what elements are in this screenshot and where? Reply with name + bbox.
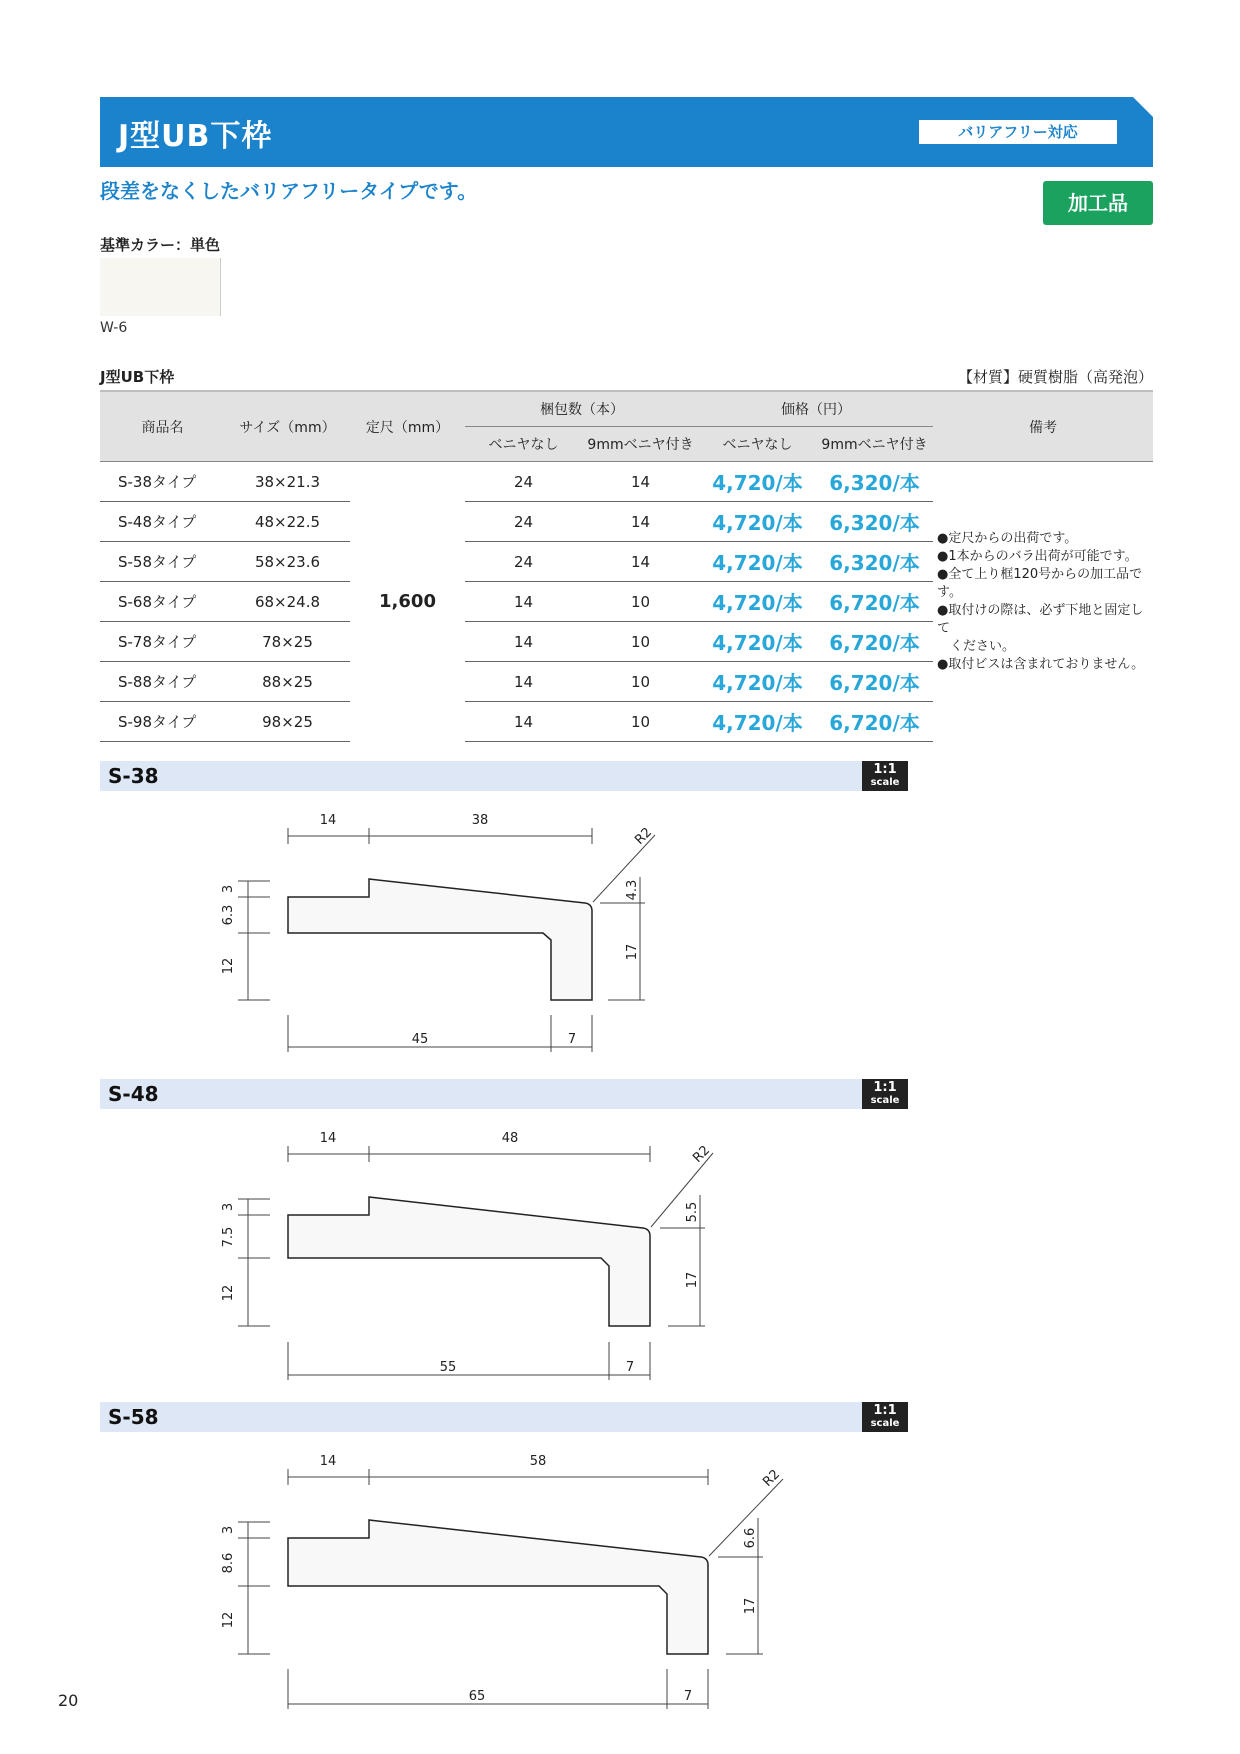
cell-pack-b: 10 (582, 662, 699, 702)
tagline: 段差をなくしたバリアフリータイプです。 (100, 179, 478, 203)
page-number: 20 (58, 1691, 79, 1710)
header-name: 商品名 (100, 391, 225, 462)
section-label: S-48 (108, 1082, 159, 1106)
table-row (100, 462, 1153, 502)
profile-drawing-s48 (0, 1118, 1240, 1388)
cell-price-b: 6,720/本 (816, 702, 933, 742)
cell-name: S-68タイプ (100, 582, 225, 622)
scale-badge (862, 1079, 908, 1109)
cell-name: S-48タイプ (100, 502, 225, 542)
cell-pack-b: 10 (582, 702, 699, 742)
header-length: 定尺（mm） (350, 391, 465, 462)
dim-bottom-left: 65 (468, 1689, 486, 1704)
dim-top-left: 14 (319, 813, 337, 828)
cell-pack-a: 14 (465, 702, 582, 742)
dim-top-left: 14 (319, 1454, 337, 1469)
cell-price-b: 6,720/本 (816, 582, 933, 622)
note-item: ●定尺からの出荷です。 (937, 530, 1078, 546)
dim-top-left: 14 (319, 1131, 337, 1146)
dim-bottom-right: 7 (567, 1032, 577, 1047)
cell-pack-a: 24 (465, 462, 582, 502)
cell-price-b: 6,720/本 (816, 622, 933, 662)
dim-bottom-left: 45 (411, 1032, 429, 1047)
header-notch (1133, 97, 1153, 117)
dim-right-b: 17 (625, 943, 640, 961)
dim-left-b: 6.3 (221, 904, 236, 926)
profile-drawing-s38 (0, 800, 1240, 1060)
dim-radius: R2 (632, 824, 656, 848)
section-bar-s38 (100, 761, 908, 791)
header-price-veneer: 9mmベニヤ付き (816, 427, 933, 462)
cell-name: S-58タイプ (100, 542, 225, 582)
scale-ratio: 1:1 (873, 1403, 897, 1418)
page-title: J型UB下枠 (118, 119, 273, 154)
header-notes: 備考 (933, 391, 1153, 462)
cell-size: 48×22.5 (225, 502, 350, 542)
profile-shape (288, 1197, 650, 1326)
dim-right-a: 4.3 (625, 879, 640, 901)
dim-left-b: 8.6 (221, 1552, 236, 1574)
cell-pack-b: 14 (582, 542, 699, 582)
section-label: S-58 (108, 1405, 159, 1429)
scale-badge (862, 1402, 908, 1432)
scale-ratio: 1:1 (873, 762, 897, 777)
cell-price-a: 4,720/本 (699, 702, 816, 742)
dim-bottom-left: 55 (439, 1360, 457, 1375)
dim-left-a: 3 (221, 1525, 236, 1535)
cell-name: S-38タイプ (100, 462, 225, 502)
table-title: J型UB下枠 (100, 368, 175, 386)
dim-top-right: 58 (529, 1454, 547, 1469)
cell-name: S-98タイプ (100, 702, 225, 742)
material-note: 【材質】硬質樹脂（高発泡） (957, 368, 1153, 386)
header-size: サイズ（mm） (225, 391, 350, 462)
header-pack: 梱包数（本） (465, 391, 699, 427)
note-item: ●1本からのバラ出荷が可能です。 (937, 548, 1138, 564)
cell-pack-a: 14 (465, 662, 582, 702)
dim-right-b: 17 (685, 1271, 700, 1289)
cell-notes (933, 462, 1153, 742)
scale-word: scale (870, 1095, 900, 1106)
cell-size: 38×21.3 (225, 462, 350, 502)
cell-size: 88×25 (225, 662, 350, 702)
section-bar-s58 (100, 1402, 908, 1432)
dim-left-c: 12 (221, 1284, 236, 1302)
profile-drawing-s58 (0, 1441, 1240, 1716)
cell-pack-a: 24 (465, 502, 582, 542)
cell-name: S-88タイプ (100, 662, 225, 702)
header-pack-veneer: 9mmベニヤ付き (582, 427, 699, 462)
cell-pack-b: 14 (582, 462, 699, 502)
note-item: ●取付ビスは含まれておりません。 (937, 656, 1145, 672)
cell-pack-b: 10 (582, 582, 699, 622)
dim-top-right: 48 (501, 1131, 519, 1146)
cell-pack-a: 14 (465, 622, 582, 662)
scale-ratio: 1:1 (873, 1080, 897, 1095)
dim-left-a: 3 (221, 1202, 236, 1212)
dim-bottom-right: 7 (683, 1689, 693, 1704)
dim-left-b: 7.5 (221, 1226, 236, 1248)
cell-price-b: 6,320/本 (816, 502, 933, 542)
cell-price-a: 4,720/本 (699, 502, 816, 542)
dim-left-c: 12 (221, 957, 236, 975)
processed-product-badge: 加工品 (1043, 181, 1153, 225)
spec-table (100, 390, 1153, 742)
cell-pack-b: 14 (582, 502, 699, 542)
cell-pack-a: 24 (465, 542, 582, 582)
header-pack-no-veneer: ベニヤなし (465, 427, 582, 462)
cell-price-a: 4,720/本 (699, 542, 816, 582)
barrier-free-badge: バリアフリー対応 (919, 120, 1117, 144)
cell-price-b: 6,320/本 (816, 542, 933, 582)
dim-right-b: 17 (743, 1597, 758, 1615)
note-item: ください。 (937, 638, 1016, 654)
color-swatch-name: W-6 (100, 320, 128, 336)
cell-pack-b: 10 (582, 622, 699, 662)
color-swatch (100, 258, 221, 316)
cell-price-a: 4,720/本 (699, 622, 816, 662)
note-item: ●全て上り框120号からの加工品です。 (937, 566, 1143, 600)
scale-word: scale (870, 777, 900, 788)
dim-bottom-right: 7 (625, 1360, 635, 1375)
scale-badge (862, 761, 908, 791)
cell-size: 58×23.6 (225, 542, 350, 582)
profile-shape (288, 1520, 708, 1654)
standard-color-label: 基準カラー：単色 (100, 236, 221, 254)
page-header (100, 97, 1153, 167)
profile-shape (288, 879, 592, 1000)
dim-right-a: 5.5 (685, 1201, 700, 1223)
section-label: S-38 (108, 764, 159, 788)
cell-size: 78×25 (225, 622, 350, 662)
cell-name: S-78タイプ (100, 622, 225, 662)
cell-length: 1,600 (379, 591, 436, 613)
section-bar-s48 (100, 1079, 908, 1109)
dim-right-a: 6.6 (743, 1527, 758, 1549)
dim-top-right: 38 (471, 813, 489, 828)
header-price: 価格（円） (699, 391, 933, 427)
cell-price-b: 6,320/本 (816, 462, 933, 502)
cell-size: 68×24.8 (225, 582, 350, 622)
cell-pack-a: 14 (465, 582, 582, 622)
spec-table-wrap (100, 390, 1153, 742)
cell-price-a: 4,720/本 (699, 582, 816, 622)
scale-word: scale (870, 1418, 900, 1429)
dim-left-a: 3 (221, 884, 236, 894)
cell-price-b: 6,720/本 (816, 662, 933, 702)
cell-price-a: 4,720/本 (699, 462, 816, 502)
note-item: ●取付けの際は、必ず下地と固定して (937, 602, 1144, 636)
dim-radius: R2 (760, 1466, 784, 1490)
cell-price-a: 4,720/本 (699, 662, 816, 702)
header-price-no-veneer: ベニヤなし (699, 427, 816, 462)
dim-left-c: 12 (221, 1611, 236, 1629)
dim-radius: R2 (690, 1142, 714, 1166)
cell-size: 98×25 (225, 702, 350, 742)
